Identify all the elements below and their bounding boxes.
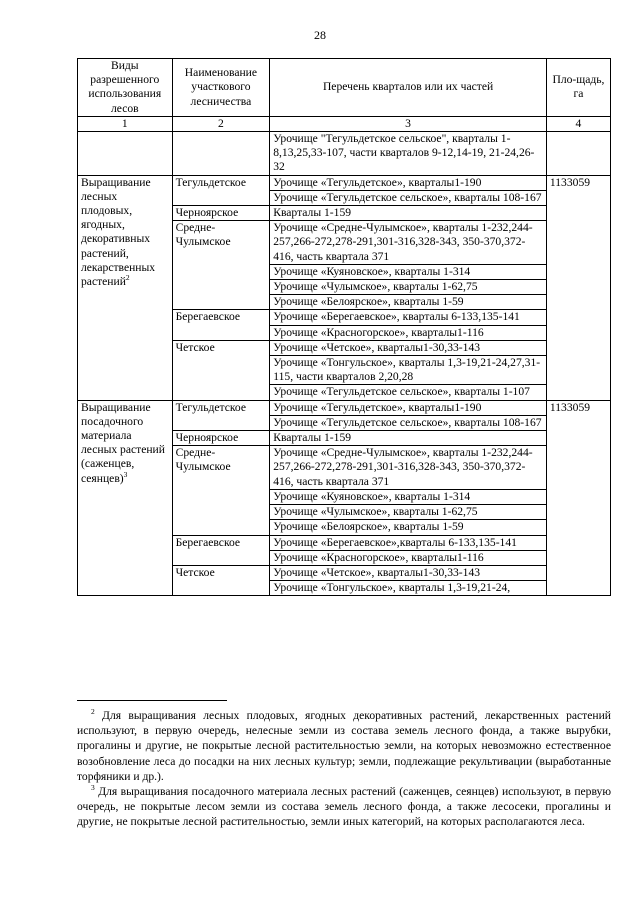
footnote-ref: 3 [123,469,128,479]
quarters-cell: Урочище «Берегаевское»,кварталы 6-133,135-141 [270,535,547,550]
area-cell: 1133059 [546,175,610,400]
use-type-text: Выращивание посадочного материала лесных растений (саженцев, сеянцев) [81,400,165,485]
page-number: 28 [314,28,326,42]
column-number: 3 [270,116,547,131]
quarters-cell: Урочище «Куяновское», кварталы 1-314 [270,264,547,279]
header-forestry: Наименование участкового лесничества [172,59,270,117]
quarters-cell: Урочище «Тегульдетское сельское», кварталы 108-167 [270,190,547,205]
footnote-text: Для выращивания лесных плодовых, ягодных декоративных растений, лекарственных растений используют, в первую очередь, нелесные земли из состава земель лесного фонда, а также вырубки, прогалины и другие, не покрытые лесной растительностью земли, на которых невозможно естественное возобновление леса до посадки на них лесных культур; земли, подлежащие рекультивации (выработанные торфяники и др.). [77,709,611,783]
forestry-cell: Черноярское [172,431,270,446]
footnote [77,784,611,830]
quarters-cell: Кварталы 1-159 [270,431,547,446]
quarters-cell: Урочище «Четское», кварталы1-30,33-143 [270,340,547,355]
footnote-divider [77,700,227,701]
quarters-cell: Урочище «Куяновское», кварталы 1-314 [270,489,547,504]
quarters-cell: Урочище «Тегульдетское сельское», кварталы 1-107 [270,385,547,400]
forestry-cell: Средне-Чулымское [172,446,270,535]
forestry-cell: Тегульдетское [172,400,270,430]
table-header-row [78,59,611,117]
quarters-cell: Урочище «Четское», кварталы1-30,33-143 [270,565,547,580]
quarters-cell: Урочище «Тегульдетское», кварталы1-190 [270,400,547,415]
footnote-number: 3 [91,783,95,793]
quarters-cell: Урочище «Тегульдетское сельское», кварталы 108-167 [270,415,547,430]
forestry-cell [172,132,270,176]
quarters-cell: Урочище «Красногорское», кварталы1-116 [270,325,547,340]
forestry-cell: Четское [172,565,270,595]
quarters-cell: Кварталы 1-159 [270,206,547,221]
quarters-cell: Урочище «Средне-Чулымское», кварталы 1-232,244-257,266-272,278-291,301-316,328-343, 350-370,372-416, часть квартала 371 [270,446,547,490]
quarters-cell: Урочище «Чулымское», кварталы 1-62,75 [270,505,547,520]
quarters-cell: Урочище «Берегаевское», кварталы 6-133,135-141 [270,310,547,325]
header-quarters: Перечень кварталов или их частей [270,59,547,117]
forestry-cell: Четское [172,340,270,400]
footnote-ref: 2 [125,273,130,283]
header-area: Пло-щадь, га [546,59,610,117]
quarters-cell: Урочище "Тегульдетское сельское", кварталы 1-8,13,25,33-107, части кварталов 9-12,14-19, 21-24,26-32 [270,132,547,176]
forestry-cell: Средне-Чулымское [172,221,270,310]
quarters-cell: Урочище «Чулымское», кварталы 1-62,75 [270,280,547,295]
quarters-cell: Урочище «Тонгульское», кварталы 1,3-19,21-24, [270,581,547,596]
header-use-type: Виды разрешенного использования лесов [78,59,173,117]
use-type-cell [78,132,173,176]
footnotes [77,708,611,830]
quarters-cell: Урочище «Средне-Чулымское», кварталы 1-232,244-257,266-272,278-291,301-316,328-343, 350-370,372-416, часть квартала 371 [270,221,547,265]
quarters-cell: Урочище «Тегульдетское», кварталы1-190 [270,175,547,190]
forestry-cell: Черноярское [172,206,270,221]
footnote [77,708,611,784]
quarters-cell: Урочище «Белоярское», кварталы 1-59 [270,295,547,310]
use-type-cell [78,175,173,400]
column-number: 4 [546,116,610,131]
use-type-cell [78,400,173,596]
quarters-cell: Урочище «Тонгульское», кварталы 1,3-19,21-24,27,31-115, части кварталов 2,20,28 [270,356,547,385]
table-row [78,175,611,190]
quarters-table [77,58,611,596]
column-number: 2 [172,116,270,131]
table-row [78,132,611,176]
footnote-number: 2 [91,707,95,717]
forestry-cell: Тегульдетское [172,175,270,205]
column-number-row [78,116,611,131]
column-number: 1 [78,116,173,131]
table-row [78,400,611,415]
forestry-cell: Берегаевское [172,310,270,340]
area-cell: 1133059 [546,400,610,596]
quarters-cell: Урочище «Белоярское», кварталы 1-59 [270,520,547,535]
use-type-text: Выращивание лесных плодовых, ягодных, декоративных растений, лекарственных растений [81,175,156,289]
area-cell [546,132,610,176]
forestry-cell: Берегаевское [172,535,270,565]
footnote-text: Для выращивания посадочного материала лесных растений (саженцев, сеянцев) используют, в первую очередь, не покрытые лесом земли из состава земель лесного фонда, а также лесосеки, прогалины и другие, не покрытые лесной растительностью, земли иных категорий, на которых располагаются леса. [77,785,611,829]
quarters-cell: Урочище «Красногорское», кварталы1-116 [270,550,547,565]
